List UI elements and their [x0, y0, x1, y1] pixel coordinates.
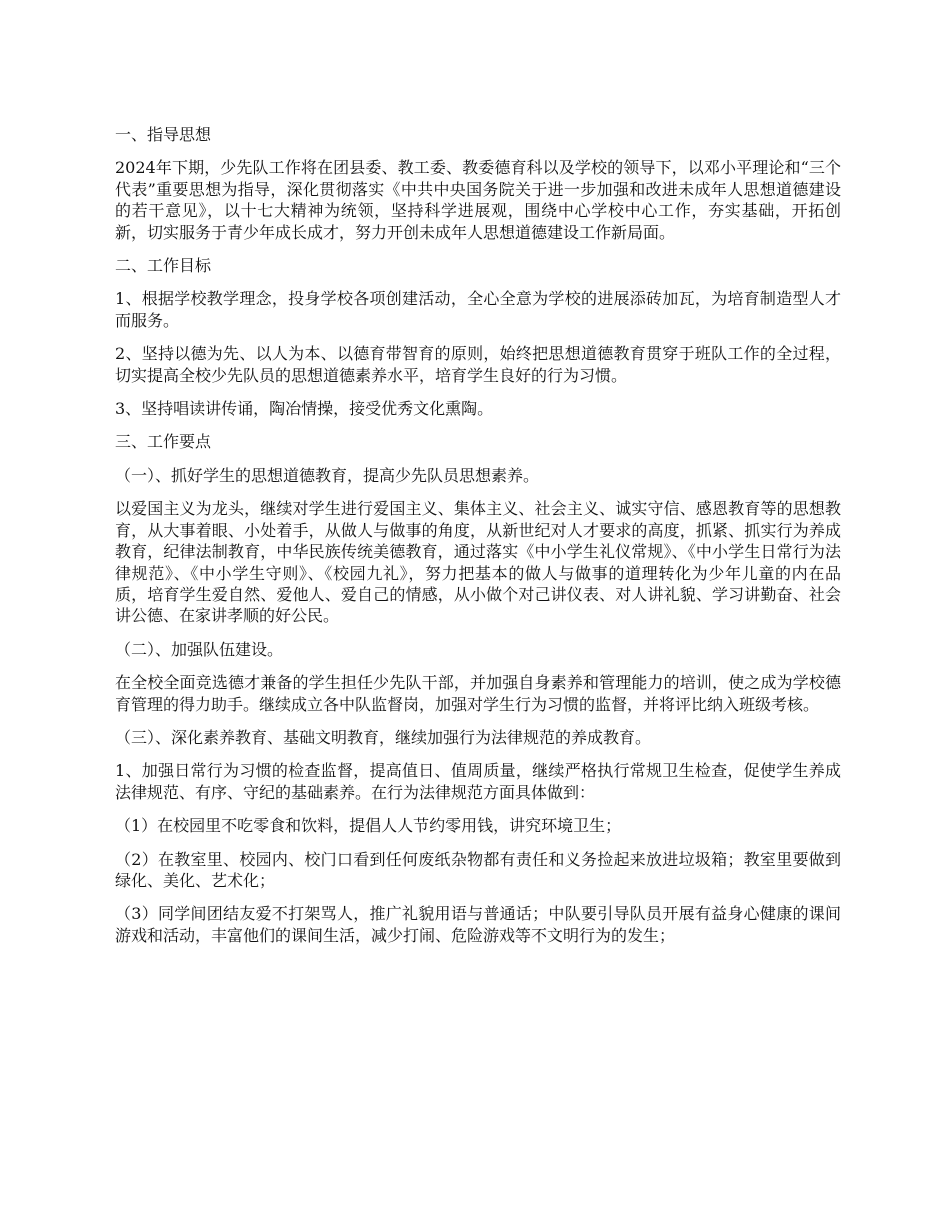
rule-item-3: （3）同学间团结友爱不打架骂人，推广礼貌用语与普通话；中队要引导队员开展有益身心健康的课间游戏和活动，丰富他们的课间生活，减少打闹、危险游戏等不文明行为的发生； — [115, 904, 841, 945]
section-heading-work-points: 三、工作要点 — [115, 432, 212, 452]
subheading-quality-education: （三）、深化素养教育、基础文明教育，继续加强行为法律规范的养成教育。 — [115, 727, 652, 747]
section-heading-work-goals: 二、工作目标 — [115, 256, 212, 276]
subheading-moral-education: （一）、抓好学生的思想道德教育，提高少先队员思想素养。 — [115, 465, 540, 485]
rule-item-1: （1）在校园里不吃零食和饮料，提倡人人节约零用钱，讲究环境卫生； — [115, 816, 622, 836]
paragraph-team-building: 在全校全面竞选德才兼备的学生担任少先队干部，并加强自身素养和管理能力的培训，使之成为学校德育管理的得力助手。继续成立各中队监督岗，加强对学生行为习惯的监督，并将评比纳入班级考核。 — [115, 673, 841, 714]
goal-item-1: 1、根据学校教学理念，投身学校各项创建活动，全心全意为学校的进展添砖加瓦，为培育制造型人才而服务。 — [115, 289, 841, 330]
paragraph-daily-habits: 1、加强日常行为习惯的检查监督，提高值日、值周质量，继续严格执行常规卫生检查，促使学生养成法律规范、有序、守纪的基础素养。在行为法律规范方面具体做到： — [115, 761, 841, 802]
subheading-team-building: （二）、加强队伍建设。 — [115, 639, 284, 659]
document-page — [115, 124, 841, 958]
section-heading-guiding-thought: 一、指导思想 — [115, 125, 212, 144]
paragraph-guiding-thought: 2024年下期，少先队工作将在团县委、教工委、教委德育科以及学校的领导下，以邓小平理论和“三个代表”重要思想为指导，深化贯彻落实《中共中央国务院关于进一步加强和改进未成年人思想道德建设的若干意见》，以十七大精神为统领，坚持科学进展观，围绕中心学校中心工作，夯实基础，开拓创新，切实服务于青少年成长成才，努力开创未成年人思想道德建设工作新局面。 — [115, 158, 841, 242]
paragraph-moral-education: 以爱国主义为龙头，继续对学生进行爱国主义、集体主义、社会主义、诚实守信、感恩教育等的思想教育，从大事着眼、小处着手，从做人与做事的角度，从新世纪对人才要求的高度，抓紧、抓实行为养成教育，纪律法制教育，中华民族传统美德教育，通过落实《中小学生礼仪常规》、《中小学生日常行为法律规范》、《中小学生守则》、《校园九礼》，努力把基本的做人与做事的道理转化为少年儿童的内在品质，培育学生爱自然、爱他人、爱自己的情感，从小做个对己讲仪表、对人讲礼貌、学习讲勤奋、社会讲公德、在家讲孝顺的好公民。 — [115, 499, 841, 626]
goal-item-3: 3、坚持唱读讲传诵，陶冶情操，接受优秀文化熏陶。 — [115, 399, 494, 419]
goal-item-2: 2、坚持以德为先、以人为本、以德育带智育的原则，始终把思想道德教育贯穿于班队工作的全过程，切实提高全校少先队员的思想道德素养水平，培育学生良好的行为习惯。 — [115, 344, 841, 385]
rule-item-2: （2）在教室里、校园内、校门口看到任何废纸杂物都有责任和义务捡起来放进垃圾箱；教室里要做到绿化、美化、艺术化； — [115, 849, 841, 890]
